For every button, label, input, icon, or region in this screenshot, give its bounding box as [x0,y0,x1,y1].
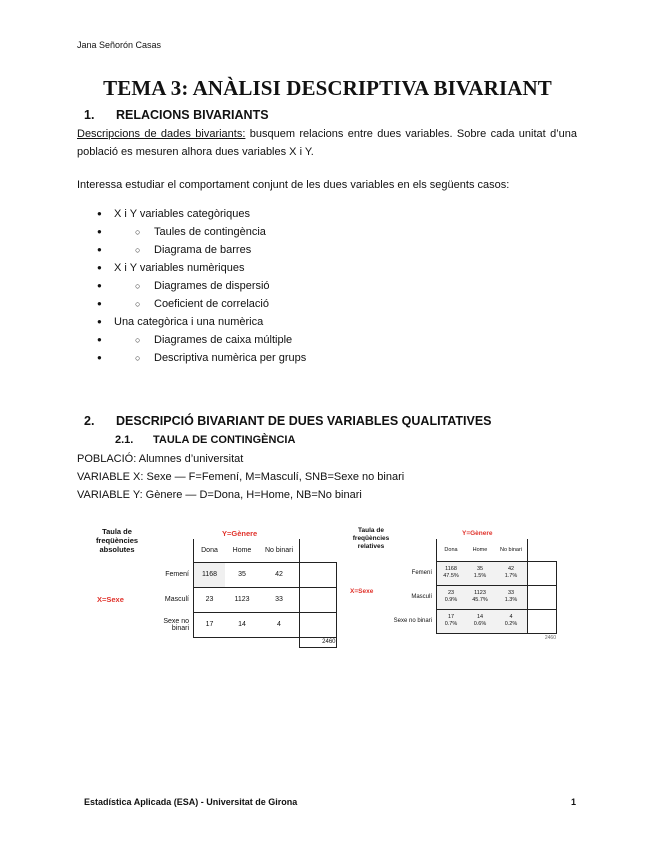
section-1-title: RELACIONS BIVARIANTS [116,108,269,122]
absolute-row-label: Sexe no binari [163,617,189,632]
relative-table-grid [388,539,557,642]
caption-line: freqüències [95,536,139,545]
intro-text: busquem relacions entre dues variables. Sobre cada unitat d’una població es mesuren alhora dues variables X i Y. [77,128,577,158]
absolute-row-label: Femení [165,571,189,578]
absolute-row-variable: X=Sexe [97,595,124,604]
relative-cell [465,609,495,633]
case-item [77,205,577,223]
section-2-heading [84,414,492,428]
case-subitem [77,223,577,241]
intro-term: Descripcions de dades bivariants: [77,128,246,140]
case-subitem [77,277,577,295]
case-sub-label: Diagrames de dispersió [154,280,270,292]
case-label: X i Y variables categòriques [114,208,250,220]
absolute-frequency-table [82,522,337,647]
section-1-intro [77,125,577,161]
absolute-total: 2460 [300,637,337,647]
relative-cell [465,585,495,609]
variable-x-line: VARIABLE X: Sexe — F=Femení, M=Masculí, SNB=Sexe no binari [77,471,405,483]
footer-page-number: 1 [571,797,577,807]
relative-row-label: Masculí [411,594,432,600]
absolute-col-header: Home [232,546,252,554]
case-sub-label: Diagrama de barres [154,244,252,256]
case-sub-label: Descriptiva numèrica per grups [154,352,307,364]
relative-frequency-table [345,522,567,647]
relative-count: 1168 [445,566,457,572]
relative-percent: 47.5% [443,573,459,579]
relative-count: 42 [507,566,515,572]
variable-y-line: VARIABLE Y: Gènere — D=Dona, H=Home, NB=No binari [77,489,362,501]
relative-cell [437,609,466,633]
case-item [77,313,577,331]
relative-percent: 1.5% [473,573,487,579]
case-subitem [77,295,577,313]
relative-cell [437,585,466,609]
footer-course: Estadística Aplicada (ESA) - Universitat de Girona [84,797,298,807]
relative-count: 33 [507,590,515,596]
caption-line: absolutes [99,545,135,554]
relative-count: 17 [447,614,455,620]
section-1-heading [84,108,269,122]
relative-percent: 0.6% [473,621,487,627]
relative-col-variable: Y=Gènere [462,530,493,537]
relative-cell [465,561,495,585]
absolute-row-label: Masculí [164,596,189,603]
poblacio-line: POBLACIÓ: Alumnes d’universitat [77,453,244,465]
caption-line: freqüències [352,535,390,542]
relative-percent: 1.7% [504,573,518,579]
section-2-number: 2. [84,414,95,428]
relative-count: 14 [476,614,484,620]
relative-col-header: No binari [499,546,522,553]
absolute-cell: 42 [259,562,300,587]
absolute-cell: 17 [194,612,226,637]
subsection-2-1-number: 2.1. [115,434,134,446]
relative-total: 2460 [528,633,557,642]
relative-percent: 0.2% [504,621,518,627]
relative-percent: 0.9% [444,597,458,603]
caption-line: relatives [357,543,385,550]
relative-percent: 1.3% [504,597,518,603]
relative-percent: 0.7% [444,621,458,627]
relative-count: 4 [509,614,513,620]
absolute-col-header: No binari [264,546,293,554]
absolute-col-variable: Y=Gènere [222,529,258,538]
case-subitem [77,331,577,349]
cases-list [77,205,577,367]
subsection-2-1-title: TAULA DE CONTINGÈNCIA [153,434,296,446]
relative-cell [495,561,528,585]
absolute-cell: 33 [259,587,300,612]
relative-col-header: Home [472,546,488,553]
caption-line: Taula de [102,527,132,536]
section-1-number: 1. [84,108,95,122]
case-sub-label: Diagrames de caixa múltiple [154,334,293,346]
absolute-cell: 1123 [225,587,259,612]
absolute-cell: 1168 [194,562,226,587]
relative-cell [495,609,528,633]
absolute-cell: 14 [225,612,259,637]
caption-line: Taula de [358,527,384,534]
case-subitem [77,241,577,259]
absolute-cell: 23 [194,587,226,612]
section-1-interest: Interessa estudiar el comportament conjunt de les dues variables en els següents casos: [77,179,510,191]
page-header-author: Jana Señorón Casas [77,40,162,50]
relative-cell [495,585,528,609]
relative-cell [437,561,466,585]
case-label: X i Y variables numèriques [114,262,245,274]
case-subitem [77,349,577,367]
relative-row-variable: X=Sexe [350,588,374,595]
relative-count: 35 [476,566,484,572]
relative-col-header: Dona [437,539,466,561]
relative-row-label: Femení [411,570,432,576]
case-sub-label: Taules de contingència [154,226,266,238]
case-label: Una categòrica i una numèrica [114,316,264,328]
case-sub-label: Coeficient de correlació [154,298,269,310]
absolute-cell: 35 [225,562,259,587]
absolute-col-header: Dona [194,539,226,562]
section-2-title: DESCRIPCIÓ BIVARIANT DE DUES VARIABLES QUALITATIVES [116,414,492,428]
relative-percent: 45.7% [472,597,488,603]
relative-count: 23 [447,590,455,596]
page-title: TEMA 3: ANÀLISI DESCRIPTIVA BIVARIANT [103,76,552,100]
absolute-table-grid [146,539,337,648]
relative-count: 1123 [474,590,486,596]
subsection-2-1-heading [115,434,295,446]
case-item [77,259,577,277]
absolute-cell: 4 [259,612,300,637]
absolute-table-caption [82,527,152,554]
relative-row-label: Sexe no binari [393,618,432,624]
